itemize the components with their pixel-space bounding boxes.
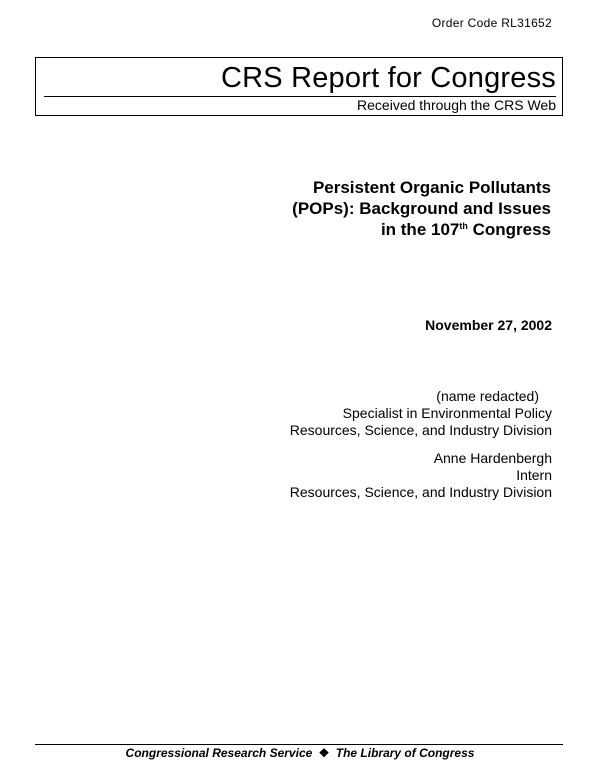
report-title-line-3 (221, 219, 551, 240)
masthead-title: CRS Report for Congress (221, 62, 556, 94)
author-name-text: (name redacted) (436, 388, 539, 404)
masthead-box (35, 57, 563, 116)
footer (0, 746, 600, 760)
report-title-line-2: (POPs): Background and Issues (292, 199, 551, 218)
footer-left: Congressional Research Service (125, 746, 313, 760)
author-block (290, 388, 552, 439)
diamond-separator-icon: ❖ (318, 746, 330, 760)
ordinal-suffix: th (459, 221, 468, 231)
report-title-line-3-end: Congress (467, 220, 551, 239)
order-code: Order Code RL31652 (431, 16, 552, 30)
report-title (221, 177, 551, 240)
footer-rule (35, 744, 563, 745)
footer-right: The Library of Congress (335, 746, 475, 760)
author-block (290, 450, 552, 501)
report-title-line-3-start: in the 107 (380, 220, 460, 239)
author-division: Resources, Science, and Industry Division (289, 422, 552, 438)
author-title: Specialist in Environmental Policy (342, 405, 552, 421)
author-division: Resources, Science, and Industry Division (289, 484, 552, 500)
author-name: Anne Hardenbergh (433, 450, 552, 466)
report-date: November 27, 2002 (425, 317, 552, 333)
author-name (290, 388, 552, 405)
masthead-subtitle: Received through the CRS Web (357, 97, 556, 113)
author-title: Intern (516, 467, 552, 483)
report-title-line-1: Persistent Organic Pollutants (312, 178, 551, 197)
